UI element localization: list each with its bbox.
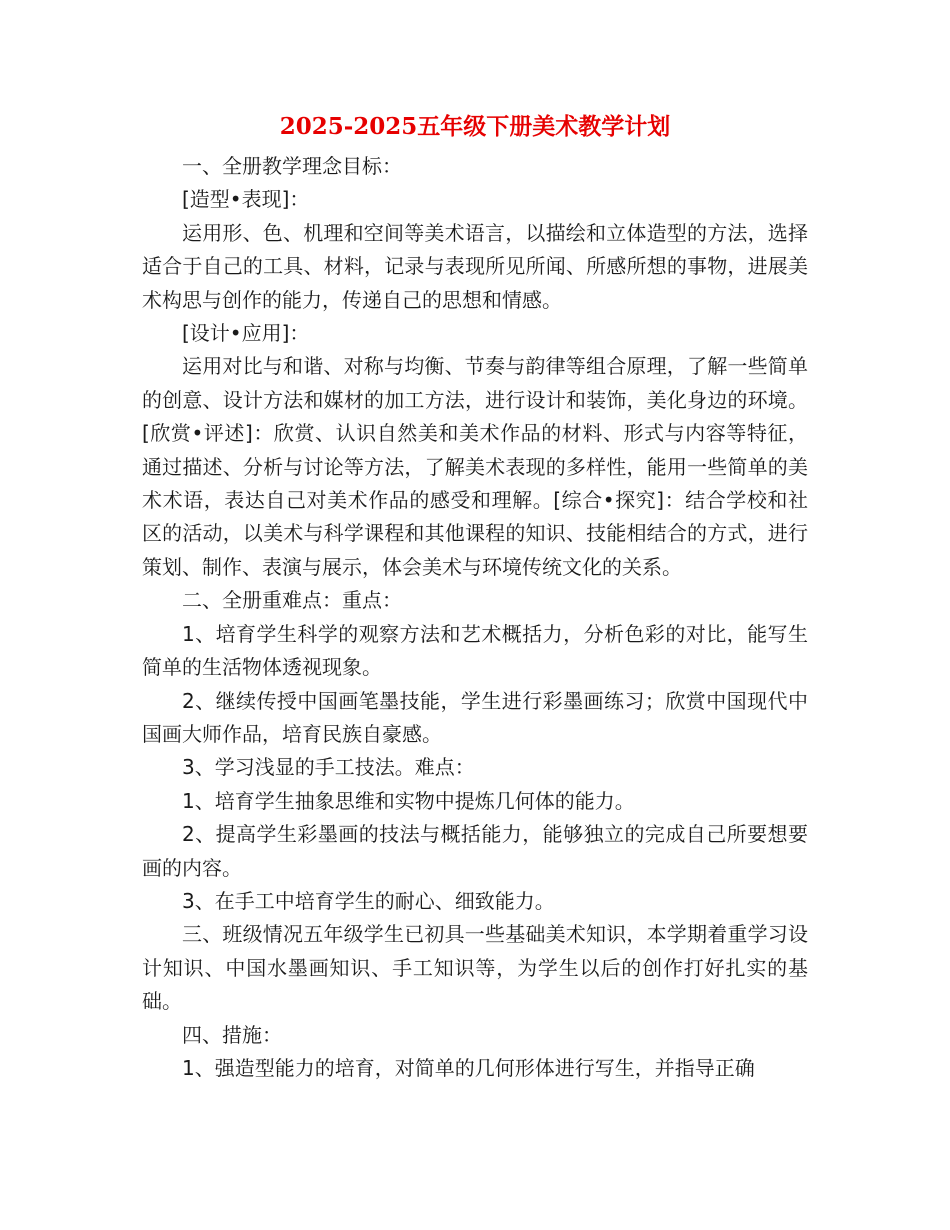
paragraph-key-point-1: 1、培育学生科学的观察方法和艺术概括力，分析色彩的对比，能写生简单的生活物体透视现象。: [142, 621, 808, 680]
paragraph-key-point-2: 2、继续传授中国画笔墨技能，学生进行彩墨画练习；欣赏中国现代中国画大师作品，培育民族自豪感。: [142, 688, 808, 746]
subheading-modeling: [造型•表现]：: [182, 187, 310, 212]
paragraph-key-point-3: 3、学习浅显的手工技法。难点：: [182, 755, 475, 780]
section-heading-goals: 一、全册教学理念目标：: [182, 154, 402, 178]
paragraph-modeling: 运用形、色、机理和空间等美术语言，以描绘和立体造型的方法，选择适合于自己的工具、材料，记录与表现所见所闻、所感所想的事物，进展美术构思与创作的能力，传递自己的思想和情感。: [142, 220, 808, 312]
section-heading-measures: 四、措施：: [182, 1022, 282, 1047]
subheading-design: [设计•应用]：: [182, 321, 310, 346]
paragraph-class-situation: 三、班级情况五年级学生已初具一些基础美术知识，本学期着重学习设计知识、中国水墨画知识、手工知识等，为学生以后的创作打好扎实的基础。: [142, 922, 808, 1014]
paragraph-difficulty-2: 2、提高学生彩墨画的技法与概括能力，能够独立的完成自己所要想要画的内容。: [142, 822, 808, 880]
paragraph-measure-1: 1、强造型能力的培育，对简单的几何形体进行写生，并指导正确: [182, 1055, 755, 1080]
paragraph-difficulty-1: 1、培育学生抽象思维和实物中提炼几何体的能力。: [182, 788, 635, 813]
paragraph-difficulty-3: 3、在手工中培育学生的耐心、细致能力。: [182, 888, 555, 913]
paragraph-design: 运用对比与和谐、对称与均衡、节奏与韵律等组合原理，了解一些简单的创意、设计方法和媒材的加工方法，进行设计和装饰，美化身边的环境。[欣赏•评述]：欣赏、认识自然美和美术作品的材料、形式与内容等特征，通过描述、分析与讨论等方法，了解美术表现的多样性，能用一些简单的美术术语，表达自己对美术作品的感受和理解。[综合•探究]：结合学校和社区的活动，以美术与科学课程和其他课程的知识、技能相结合的方式，进行策划、制作、表演与展示，体会美术与环境传统文化的关系。: [142, 354, 808, 579]
document-title: 2025-2025五年级下册美术教学计划: [279, 113, 671, 140]
document-body: [142, 150, 808, 1085]
section-heading-key-points: 二、全册重难点：重点：: [182, 588, 402, 613]
